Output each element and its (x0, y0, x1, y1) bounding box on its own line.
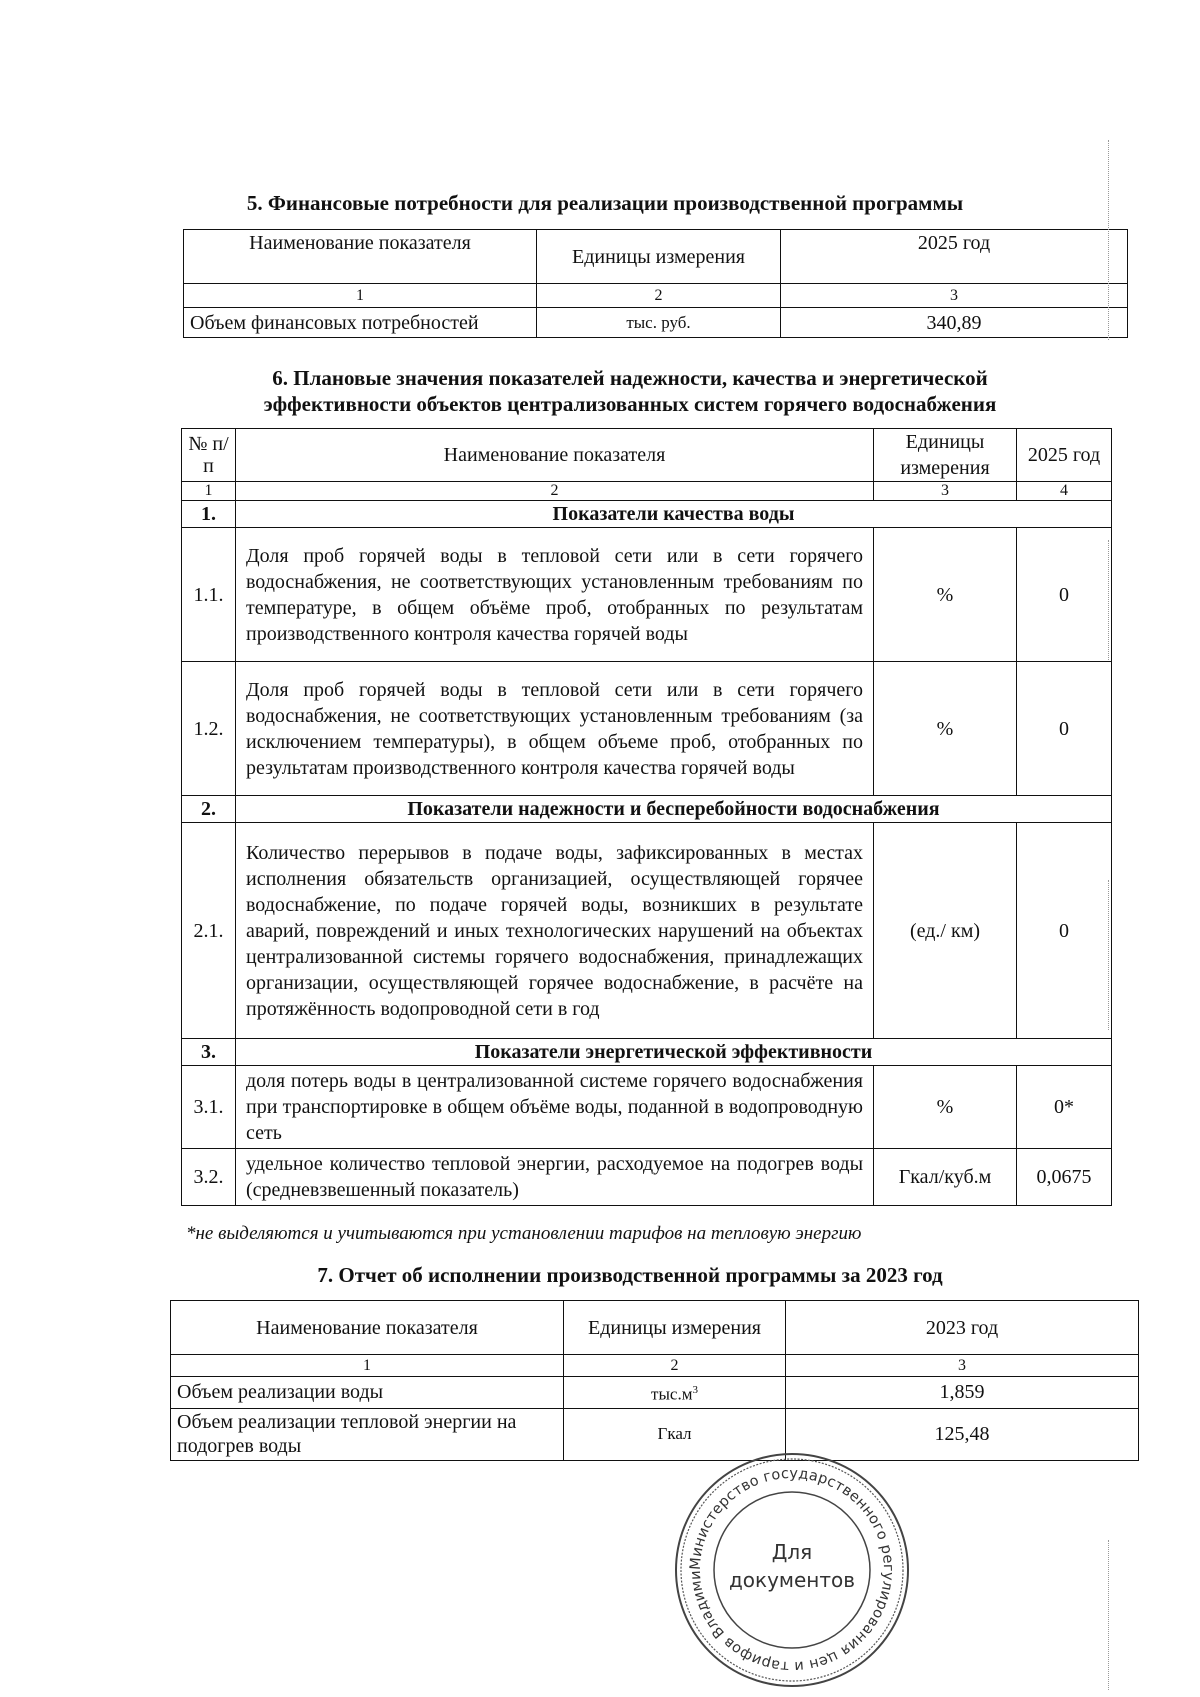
s5-row-value: 340,89 (781, 308, 1128, 338)
s7-row-2-name: Объем реализации тепловой энергии на подогрев воды (171, 1408, 564, 1460)
section-6-footnote: *не выделяются и учитываются при установлении тарифов на тепловую энергию (186, 1223, 862, 1244)
s6-row-1-1-value: 0 (1017, 528, 1112, 662)
s6-group-1-title: Показатели качества воды (236, 501, 1112, 528)
s6-row-1-2-num: 1.2. (182, 662, 236, 796)
s6-index-3: 3 (874, 482, 1017, 501)
scan-edge-mark (1108, 880, 1119, 1030)
s7-index-2: 2 (564, 1355, 786, 1377)
s7-header-name: Наименование показателя (171, 1301, 564, 1355)
official-stamp (672, 1450, 912, 1690)
s5-header-unit: Единицы измерения (537, 230, 781, 284)
s7-row-1-unit (564, 1377, 786, 1409)
s7-row-1-value: 1,859 (786, 1377, 1139, 1409)
s6-row-1-2-unit: % (874, 662, 1017, 796)
s7-header-year: 2023 год (786, 1301, 1139, 1355)
stamp-center-text (672, 1538, 912, 1594)
s6-row-3-2-name: удельное количество тепловой энергии, расходуемое на подогрев воды (средневзвешенный показатель) (236, 1149, 874, 1206)
s6-header-name: Наименование показателя (236, 429, 874, 482)
section-6-title-line2: эффективности объектов централизованных систем горячего водоснабжения (263, 392, 997, 416)
s7-index-3: 3 (786, 1355, 1139, 1377)
s6-index-1: 1 (182, 482, 236, 501)
s6-row-2-1-value: 0 (1017, 823, 1112, 1039)
scan-edge-mark (1108, 540, 1119, 660)
stamp-center-line1: Для (771, 1540, 813, 1564)
s6-row-1-2-name: Доля проб горячей воды в тепловой сети или в сети горячего водоснабжения, не соответствующих установленным требованиям (за исключением температуры), в общем объеме проб, отобранных по результатам производственного контроля качества горячей воды (236, 662, 874, 796)
s6-index-4: 4 (1017, 482, 1112, 501)
s5-index-1: 1 (184, 284, 537, 308)
scan-edge-mark (1108, 1540, 1119, 1690)
s6-group-2-title: Показатели надежности и бесперебойности водоснабжения (236, 796, 1112, 823)
stamp-center-line2: документов (728, 1568, 856, 1592)
s7-header-unit: Единицы измерения (564, 1301, 786, 1355)
s6-row-1-2-value: 0 (1017, 662, 1112, 796)
s7-index-1: 1 (171, 1355, 564, 1377)
scan-edge-mark (1108, 140, 1119, 340)
s6-row-2-1-num: 2.1. (182, 823, 236, 1039)
s6-row-3-2-unit: Гкал/куб.м (874, 1149, 1017, 1206)
s6-row-3-1-unit: % (874, 1066, 1017, 1149)
s6-header-num: № п/п (182, 429, 236, 482)
section-5-title: 5. Финансовые потребности для реализации производственной программы (246, 191, 964, 215)
s5-row-name: Объем финансовых потребностей (184, 308, 537, 338)
s5-index-2: 2 (537, 284, 781, 308)
s6-row-2-1-unit: (ед./ км) (874, 823, 1017, 1039)
s7-row-1-unit-sup: 3 (692, 1384, 698, 1396)
s7-row-2-value: 125,48 (786, 1408, 1139, 1460)
s6-row-3-1-value: 0* (1017, 1066, 1112, 1149)
s7-row-2-unit: Гкал (564, 1408, 786, 1460)
s7-row-1-unit-text: тыс.м (651, 1384, 693, 1404)
section-7-title: 7. Отчет об исполнении производственной программы за 2023 год (317, 1263, 943, 1287)
svg-text:Министерство государственного: Министерство государственного регулирования цен и тарифов Владими (687, 1465, 897, 1675)
s6-row-3-2-num: 3.2. (182, 1149, 236, 1206)
s5-index-3: 3 (781, 284, 1128, 308)
s6-row-3-1-num: 3.1. (182, 1066, 236, 1149)
s6-header-unit: Единицы измерения (874, 429, 1017, 482)
s6-row-1-1-name: Доля проб горячей воды в тепловой сети или в сети горячего водоснабжения, не соответствующих установленным требованиям по температуре, в общем объёме проб, отобранных по результатам производственного контроля качества горячей воды (236, 528, 874, 662)
s6-index-2: 2 (236, 482, 874, 501)
s6-row-1-1-unit: % (874, 528, 1017, 662)
s7-row-1-name: Объем реализации воды (171, 1377, 564, 1409)
section-6-title-line1: 6. Плановые значения показателей надежности, качества и энергетической (272, 366, 988, 390)
section-5-table (183, 229, 1128, 338)
s6-row-3-1-name: доля потерь воды в централизованной системе горячего водоснабжения при транспортировке в общем объёме воды, поданной в водопроводную сеть (236, 1066, 874, 1149)
section-7-table (170, 1300, 1139, 1461)
s6-row-2-1-name: Количество перерывов в подаче воды, зафиксированных в местах исполнения обязательств организацией, осуществляющей горячее водоснабжение, по подаче горячей воды, возникших в результате аварий, повреждений и иных технологических нарушений на объектах централизованной системы горячего водоснабжения, принадлежащих организации, осуществляющей горячее водоснабжение, в расчёте на протяжённость водопроводной сети в год (236, 823, 874, 1039)
s6-row-3-2-value: 0,0675 (1017, 1149, 1112, 1206)
s5-header-name: Наименование показателя (184, 230, 537, 284)
s6-header-year: 2025 год (1017, 429, 1112, 482)
s6-group-3-num: 3. (182, 1039, 236, 1066)
section-6-table (181, 428, 1112, 1206)
s6-group-2-num: 2. (182, 796, 236, 823)
s5-row-unit: тыс. руб. (537, 308, 781, 338)
s6-row-1-1-num: 1.1. (182, 528, 236, 662)
s5-header-year: 2025 год (781, 230, 1128, 284)
s6-group-1-num: 1. (182, 501, 236, 528)
s6-group-3-title: Показатели энергетической эффективности (236, 1039, 1112, 1066)
